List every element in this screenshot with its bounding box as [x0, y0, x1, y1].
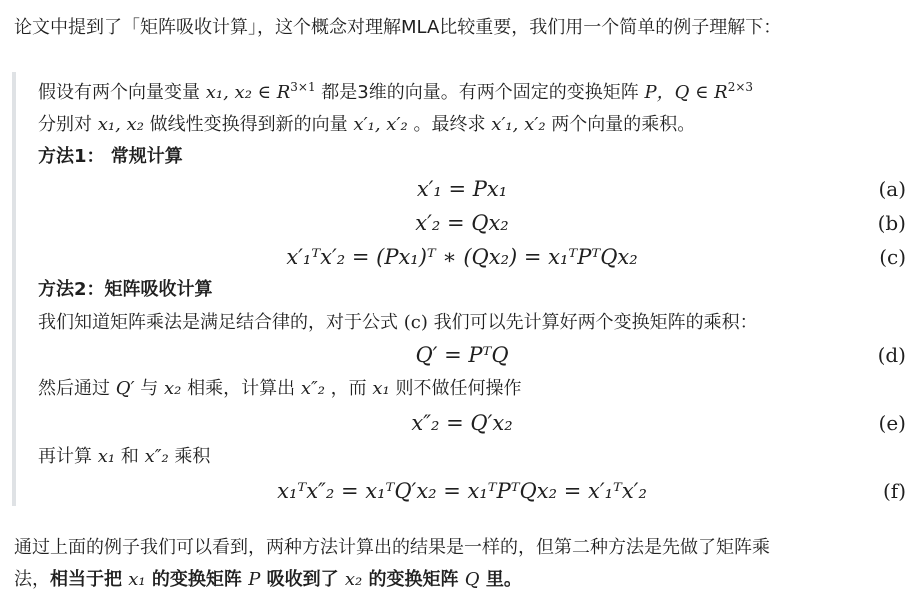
method-2-heading — [38, 277, 898, 303]
heading-text: 方法1： 常规计算 — [38, 146, 183, 167]
text-run: 做线性变换得到新的向量 — [143, 114, 354, 135]
equation-e — [16, 408, 908, 438]
math-var: x₁ — [128, 569, 146, 590]
bold-text: 的变换矩阵 — [362, 569, 465, 590]
equation-tag: (b) — [877, 211, 906, 235]
equation-body: Q′ = PᵀQ — [415, 343, 509, 367]
math-var: Q′ — [115, 378, 135, 399]
math-space: R — [276, 82, 291, 103]
bold-text: 吸收到了 — [260, 569, 345, 590]
conclusion-paragraph — [14, 532, 904, 596]
math-var: P — [248, 569, 261, 590]
intro-text: 论文中提到了「矩阵吸收计算」，这个概念对理解MLA比较重要，我们用一个简单的例子理解下： — [14, 17, 782, 38]
equation-body: x′₁ᵀx′₂ = (Px₁)ᵀ ∗ (Qx₂) = x₁ᵀPᵀQx₂ — [286, 245, 638, 269]
quote-paragraph-3 — [38, 310, 898, 336]
quote-paragraph-5 — [38, 444, 898, 470]
math-var: x₁ — [97, 446, 116, 467]
equation-body: x₁ᵀx″₂ = x₁ᵀQ′x₂ = x₁ᵀPᵀQx₂ = x′₁ᵀx′₂ — [277, 479, 647, 503]
math-var: x₂ — [344, 569, 363, 590]
text-run: 我们知道矩阵乘法是满足结合律的，对于公式 — [38, 312, 404, 333]
text-run: 法， — [14, 569, 50, 590]
equation-d — [16, 340, 908, 370]
quote-paragraph-1 — [38, 80, 898, 106]
text-run: 。最终求 — [407, 114, 492, 135]
bold-text: 相当于把 — [50, 569, 129, 590]
text-run: 都是3维的向量。有两个固定的变换矩阵 — [315, 82, 645, 103]
equation-ref: (c) — [403, 312, 428, 333]
intro-paragraph — [14, 14, 904, 42]
math-dim: 2×3 — [727, 80, 754, 94]
math-vars: x₁, x₂ ∈ — [205, 82, 277, 103]
text-run: ，而 — [324, 378, 373, 399]
text-run: 然后通过 — [38, 378, 116, 399]
quote-paragraph-2 — [38, 112, 898, 138]
math-vars: x′₁, x′₂ — [353, 114, 408, 135]
text-run: 乘积 — [168, 446, 211, 467]
text-run: 相乘，计算出 — [181, 378, 301, 399]
text-run: 我们可以先计算好两个变换矩阵的乘积： — [427, 312, 758, 333]
equation-a — [16, 174, 908, 204]
math-vars: x′₁, x′₂ — [491, 114, 546, 135]
bold-text: 里。 — [479, 569, 522, 590]
math-space: R — [714, 82, 728, 103]
equation-tag: (d) — [877, 343, 906, 367]
bold-text: 的变换矩阵 — [145, 569, 249, 590]
text-run: 两个向量的乘积。 — [545, 114, 696, 135]
equation-b — [16, 208, 908, 238]
equation-f — [16, 476, 908, 506]
equation-body: x′₂ = Qx₂ — [415, 211, 509, 235]
equation-tag: (e) — [878, 411, 906, 435]
math-var: x″₂ — [300, 378, 325, 399]
text-run: 则不做任何操作 — [389, 378, 522, 399]
text-run: 分别对 — [38, 114, 98, 135]
math-var: x₁ — [372, 378, 390, 399]
quote-paragraph-4 — [38, 376, 898, 402]
method-1-heading — [38, 144, 898, 170]
example-blockquote — [12, 72, 912, 506]
equation-body: x″₂ = Q′x₂ — [411, 411, 513, 435]
text-run: 假设有两个向量变量 — [38, 82, 206, 103]
conclusion-line-2 — [14, 564, 904, 596]
equation-c — [16, 242, 908, 272]
equation-tag: (f) — [882, 479, 906, 503]
math-dim: 3×1 — [290, 80, 316, 94]
math-var: x″₂ — [144, 446, 169, 467]
heading-text: 方法2：矩阵吸收计算 — [38, 279, 213, 300]
conclusion-line-1: 通过上面的例子我们可以看到，两种方法计算出的结果是一样的，但第二种方法是先做了矩阵乘 — [14, 537, 770, 558]
equation-tag: (c) — [879, 245, 906, 269]
equation-tag: (a) — [878, 177, 906, 201]
text-run: 和 — [115, 446, 145, 467]
math-vars: x₁, x₂ — [97, 114, 144, 135]
equation-body: x′₁ = Px₁ — [416, 177, 508, 201]
math-matrices: P，Q ∈ — [644, 82, 715, 103]
text-run: 再计算 — [38, 446, 98, 467]
math-var: x₂ — [164, 378, 182, 399]
text-run: 与 — [134, 378, 165, 399]
math-var: Q — [464, 569, 480, 590]
